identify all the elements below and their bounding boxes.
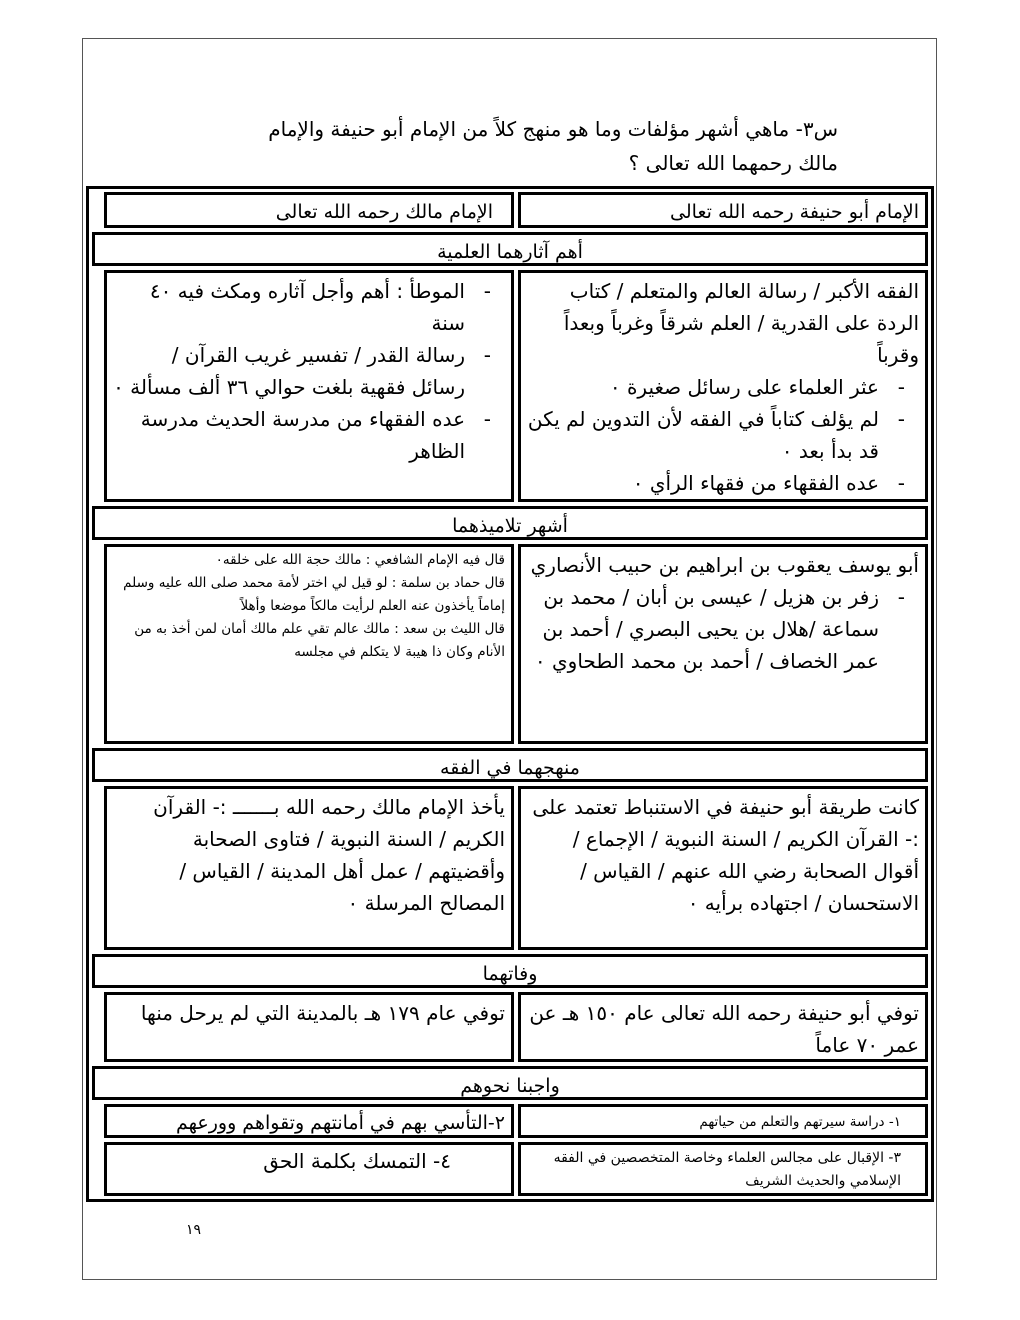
death-row <box>92 992 928 1062</box>
list-item: - رسالة القدر / تفسير غريب القرآن / رسائل فقهية بلغت حوالي ٣٦ ألف مسألة ٠ <box>113 339 505 403</box>
method-row <box>92 786 928 950</box>
section-duty: واجبنا نحوهم <box>92 1066 928 1100</box>
malik-death: توفي عام ١٧٩ هـ بالمدينة التي لم يرحل منها <box>104 992 514 1062</box>
question-line-2: مالك رحمهما الله تعالى ؟ <box>628 151 838 175</box>
abu-hanifa-students-intro: أبو يوسف يعقوب بن ابراهيم بن حبيب الأنصاري <box>530 553 919 577</box>
imams-header-row <box>92 192 928 228</box>
section-students: أشهر تلاميذهما <box>92 506 928 540</box>
duty-row-2 <box>92 1142 928 1196</box>
method-section-row <box>92 748 928 782</box>
works-section-row <box>92 232 928 266</box>
abu-hanifa-works-list <box>527 371 919 499</box>
students-row <box>92 544 928 744</box>
duty-item-3: ٣- الإقبال على مجالس العلماء وخاصة المتخصصين في الفقه الإسلامي والحديث الشريف <box>518 1142 928 1196</box>
malik-quote: قال الليث بن سعد : مالك عالم تقي علم مالك أمان لمن أخذ به من الأنام وكان ذا هيبة لا يتكلم في مجلسه <box>134 621 505 660</box>
works-row <box>92 270 928 502</box>
malik-works-list <box>113 275 505 467</box>
malik-quote: قال فيه الإمام الشافعي : مالك حجة الله على خلقه٠ <box>215 552 505 568</box>
section-death: وفاتهما <box>92 954 928 988</box>
header-malik: الإمام مالك رحمه الله تعالى <box>104 192 514 228</box>
duty-item-4: ٤- التمسك بكلمة الحق <box>104 1142 514 1196</box>
question-line-1: س٣- ماهي أشهر مؤلفات وما هو منهج كلاً من الإمام أبو حنيفة والإمام <box>268 117 838 141</box>
duty-section-row <box>92 1066 928 1100</box>
page-number: ١٩ <box>186 1222 202 1238</box>
question-text <box>138 112 838 180</box>
list-item: - عثر العلماء على رسائل صغيرة ٠ <box>527 371 919 403</box>
malik-method: يأخذ الإمام مالك رحمه الله بـــــــ :- القرآن الكريم / السنة النبوية / فتاوى الصحابة وأقضيتهم / عمل أهل المدينة / القياس / المصالح المرسلة ٠ <box>104 786 514 950</box>
death-section-row <box>92 954 928 988</box>
abu-hanifa-death: توفي أبو حنيفة رحمه الله تعالى عام ١٥٠ هـ عن عمر ٧٠ عاماً <box>518 992 928 1062</box>
abu-hanifa-works-intro: الفقه الأكبر / رسالة العالم والمتعلم / كتاب الردة على القدرية / العلم شرقاً وغرباً وبعداً وقرباً <box>563 279 919 367</box>
section-method: منهجهما في الفقه <box>92 748 928 782</box>
list-item: - الموطأ : أهم وأجل آثاره ومكث فيه ٤٠ سنة <box>113 275 505 339</box>
students-section-row <box>92 506 928 540</box>
abu-hanifa-works <box>518 270 928 502</box>
abu-hanifa-method: كانت طريقة أبو حنيفة في الاستنباط تعتمد على :- القرآن الكريم / السنة النبوية / الإجماع / أقوال الصحابة رضي الله عنهم / القياس / الاستحسان / اجتهاده برأيه ٠ <box>518 786 928 950</box>
malik-quote: قال حماد بن سلمة : لو قيل لي اختر لأمة محمد صلى الله عليه وسلم إماماً يأخذون عنه العلم لرأيت مالكاً موضعا وأهلاً <box>123 575 505 614</box>
duty-item-2: ٢-التأسي بهم في أمانتهم وتقواهم وورعهم <box>104 1104 514 1138</box>
malik-works <box>104 270 514 502</box>
abu-hanifa-students <box>518 544 928 744</box>
header-abu-hanifa: الإمام أبو حنيفة رحمه الله تعالى <box>518 192 928 228</box>
list-item: - زفر بن هزيل / عيسى بن أبان / محمد بن سماعة /هلال بن يحيى البصري / أحمد بن عمر الخصاف / أحمد بن محمد الطحاوي ٠ <box>527 581 919 677</box>
list-item: - عده الفقهاء من فقهاء الرأي ٠ <box>527 467 919 499</box>
list-item: - لم يؤلف كتاباً في الفقه لأن التدوين لم يكن قد بدأ بعد ٠ <box>527 403 919 467</box>
comparison-table <box>86 186 934 1202</box>
duty-item-1: ١- دراسة سيرتهم والتعلم من حياتهم <box>518 1104 928 1138</box>
section-works: أهم آثارهما العلمية <box>92 232 928 266</box>
list-item: - عده الفقهاء من مدرسة الحديث مدرسة الظاهر <box>113 403 505 467</box>
malik-students <box>104 544 514 744</box>
abu-hanifa-students-list <box>527 581 919 677</box>
duty-row-1 <box>92 1104 928 1138</box>
